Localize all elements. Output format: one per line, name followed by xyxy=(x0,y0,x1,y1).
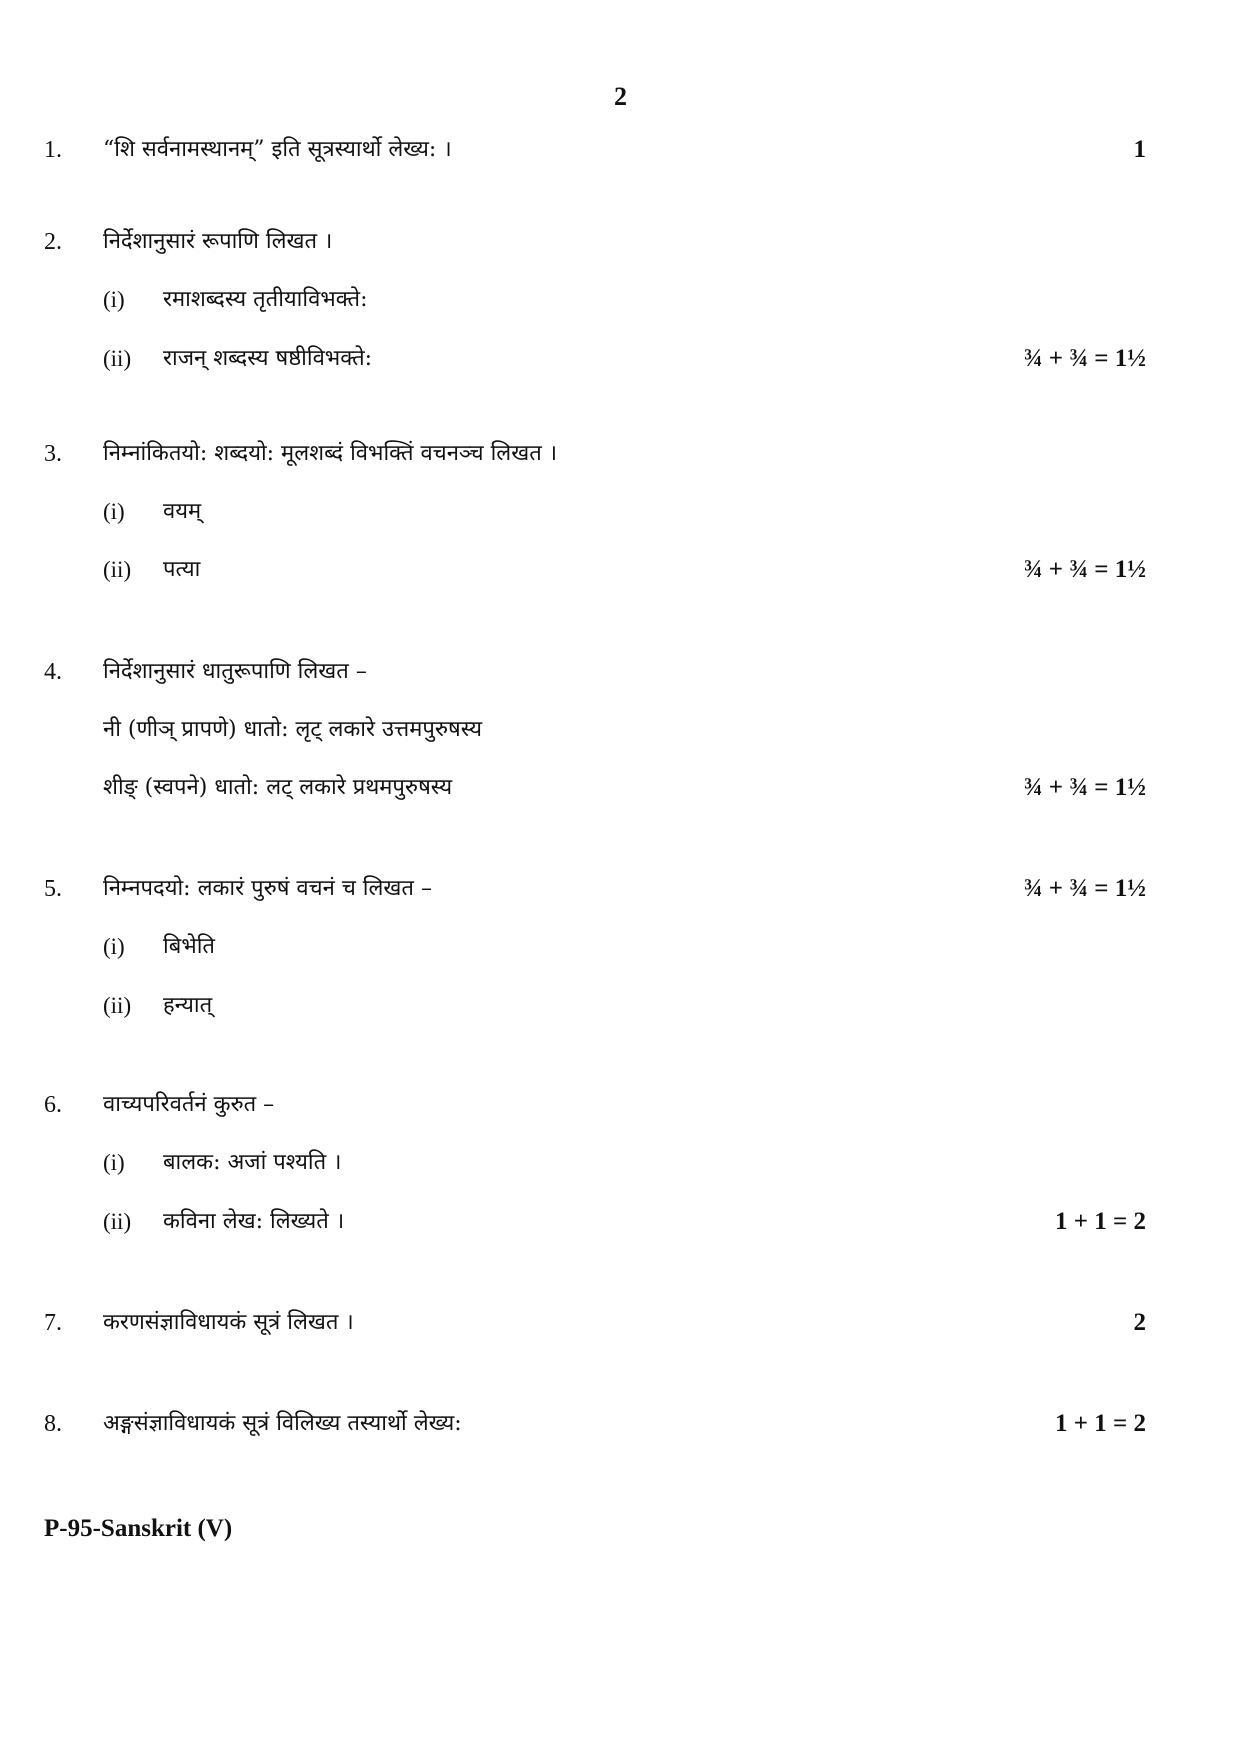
question-1 xyxy=(0,130,1241,170)
question-marks: ¾ + ¾ = 1½ xyxy=(1023,875,1146,902)
question-2-part-i xyxy=(0,280,1241,320)
question-number: 5. xyxy=(44,876,62,902)
question-text: करणसंज्ञाविधायकं सूत्रं लिखत । xyxy=(103,1310,354,1335)
question-marks: ¾ + ¾ = 1½ xyxy=(1023,556,1146,583)
question-text: निम्नांकितयो: शब्दयो: मूलशब्दं विभक्तिं वचनञ्च लिखत । xyxy=(103,441,558,466)
question-5-part-i xyxy=(0,927,1241,967)
question-text: वाच्यपरिवर्तनं कुरुत – xyxy=(103,1092,275,1117)
sub-label: (i) xyxy=(103,287,125,312)
sub-text: हन्यात् xyxy=(163,993,213,1018)
question-3-part-ii xyxy=(0,550,1241,590)
sub-text: पत्या xyxy=(163,557,201,582)
sub-label: (i) xyxy=(103,1150,125,1175)
question-2 xyxy=(0,222,1241,262)
sub-label: (ii) xyxy=(103,346,132,371)
question-5 xyxy=(0,869,1241,909)
question-line: नी (णीञ् प्रापणे) धातो: लृट् लकारे उत्तमपुरुषस्य xyxy=(103,717,483,742)
page-number: 2 xyxy=(614,82,627,111)
question-2-part-ii xyxy=(0,339,1241,379)
question-5-part-ii xyxy=(0,986,1241,1026)
question-text: निर्देशानुसारं धातुरूपाणि लिखत – xyxy=(103,659,367,684)
sub-text: रमाशब्दस्य तृतीयाविभक्ते: xyxy=(163,287,368,312)
question-number: 6. xyxy=(44,1092,62,1118)
question-number: 1. xyxy=(44,137,62,163)
question-text: निम्नपदयो: लकारं पुरुषं वचनं च लिखत – xyxy=(103,876,432,901)
question-number: 3. xyxy=(44,441,62,467)
sub-label: (ii) xyxy=(103,557,132,582)
sub-label: (ii) xyxy=(103,1209,132,1234)
question-marks: 2 xyxy=(1133,1309,1146,1336)
sub-label: (ii) xyxy=(103,993,132,1018)
sub-text: राजन् शब्दस्य षष्ठीविभक्ते: xyxy=(163,346,373,371)
sub-label: (i) xyxy=(103,499,125,524)
question-6-part-i xyxy=(0,1143,1241,1183)
question-marks: 1 + 1 = 2 xyxy=(1055,1410,1146,1437)
question-text: निर्देशानुसारं रूपाणि लिखत । xyxy=(103,229,333,254)
question-3-part-i xyxy=(0,492,1241,532)
question-7 xyxy=(0,1303,1241,1343)
question-text: अङ्गसंज्ञाविधायकं सूत्रं विलिख्य तस्यार्थो लेख्य: xyxy=(103,1411,462,1436)
question-4 xyxy=(0,652,1241,692)
sub-text: कविना लेख: लिख्यते । xyxy=(163,1209,345,1234)
question-line: शीङ् (स्वपने) धातो: लट् लकारे प्रथमपुरुषस्य xyxy=(103,775,453,800)
sub-label: (i) xyxy=(103,934,125,959)
question-marks: ¾ + ¾ = 1½ xyxy=(1023,345,1146,372)
question-marks: 1 + 1 = 2 xyxy=(1055,1208,1146,1235)
question-number: 7. xyxy=(44,1310,62,1336)
sub-text: बिभेति xyxy=(163,934,215,959)
question-6 xyxy=(0,1085,1241,1125)
sub-text: वयम् xyxy=(163,499,202,524)
question-number: 8. xyxy=(44,1411,62,1437)
question-marks: ¾ + ¾ = 1½ xyxy=(1023,774,1146,801)
question-6-part-ii xyxy=(0,1202,1241,1242)
question-number: 4. xyxy=(44,659,62,685)
question-text: “शि सर्वनामस्थानम्” इति सूत्रस्यार्थो लेख्य: । xyxy=(103,137,452,162)
sub-text: बालक: अजां पश्यति । xyxy=(163,1150,342,1175)
question-8 xyxy=(0,1404,1241,1444)
question-4-line-2 xyxy=(0,768,1241,808)
question-marks: 1 xyxy=(1133,136,1146,163)
paper-code-footer: P-95-Sanskrit (V) xyxy=(44,1515,233,1542)
question-3 xyxy=(0,434,1241,474)
question-4-line-1 xyxy=(0,710,1241,750)
question-number: 2. xyxy=(44,229,62,255)
